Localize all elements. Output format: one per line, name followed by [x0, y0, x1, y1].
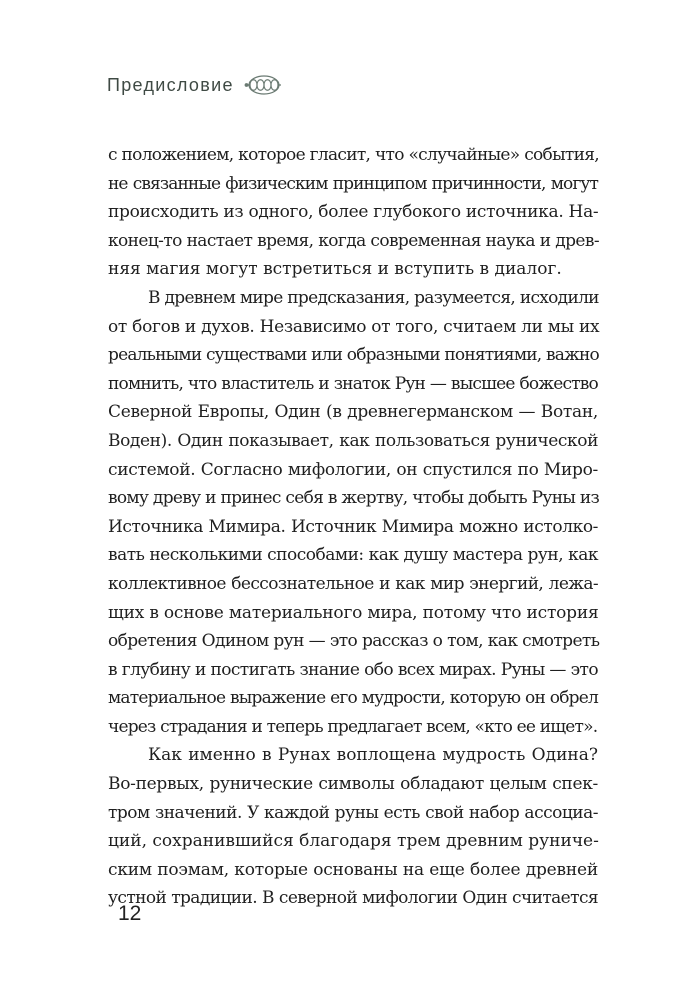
text-line: от богов и духов. Независимо от того, считаем ли мы их [108, 316, 600, 337]
text-line: щих в основе материального мира, потому что история [108, 602, 599, 623]
text-line: системой. Согласно мифологии, он спустился по Миро- [108, 459, 598, 480]
text-line: коллективное бессознательное и как мир энергий, лежа- [108, 573, 598, 594]
text-line: Во-первых, рунические символы обладают целым спек- [108, 774, 598, 795]
text-line: реальными существами или образными понятиями, важно [108, 345, 599, 366]
text-line: происходить из одного, более глубокого источника. На- [108, 202, 599, 223]
chapter-title: Предисловие [107, 74, 234, 95]
text-line: не связанные физическим принципом причинности, могут [108, 173, 598, 194]
paragraph-2 [108, 284, 598, 742]
text-line: В древнем мире предсказания, разумеется, исходили [148, 287, 599, 308]
text-line: материальное выражение его мудрости, которую он обрел [108, 688, 598, 709]
text-line: с положением, которое гласит, что «случайные» события, [108, 145, 599, 165]
text-line: помнить, что властитель и знаток Рун — высшее божество [108, 373, 598, 394]
text-line: ским поэмам, которые основаны на еще более древней [108, 859, 598, 880]
text-line: Воден). Один показывает, как пользоваться рунической [108, 430, 598, 451]
body-text [108, 141, 598, 913]
page-number: 12 [118, 902, 142, 925]
text-line: в глубину и постигать знание обо всех мирах. Руны — это [108, 659, 598, 680]
text-line: Северной Европы, Один (в древнегерманском — Вотан, [108, 402, 598, 423]
text-line: вому древу и принес себя в жертву, чтобы добыть Руны из [108, 488, 600, 509]
text-line: через страдания и теперь предлагает всем, «кто ее ищет». [108, 716, 598, 737]
running-header [107, 73, 282, 97]
text-line: тром значений. У каждой руны есть свой набор ассоциа- [108, 802, 598, 823]
text-line: конец-то настает время, когда современная наука и древ- [108, 230, 599, 251]
text-line: обретения Одином рун — это рассказ о том, как смотреть [108, 631, 600, 652]
text-line: няя магия могут встретиться и вступить в диалог. [108, 259, 562, 280]
text-line: вать несколькими способами: как душу мастера рун, как [108, 545, 598, 566]
text-line: устной традиции. В северной мифологии Один считается [108, 888, 598, 909]
celtic-knot-icon [244, 73, 282, 97]
text-line: Источника Мимира. Источник Мимира можно истолко- [108, 516, 598, 537]
paragraph-1 [108, 141, 598, 284]
text-line: Как именно в Рунах воплощена мудрость Одина? [148, 745, 598, 766]
text-line: ций, сохранившийся благодаря трем древним руниче- [108, 831, 599, 852]
paragraph-3 [108, 741, 598, 913]
